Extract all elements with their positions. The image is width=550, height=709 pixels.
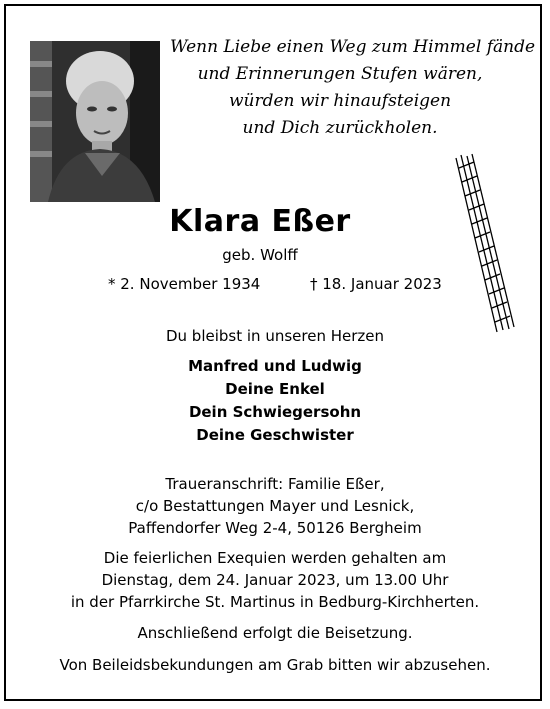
condolence-note: Von Beileidsbekundungen am Grab bitten wir abzusehen.	[59, 656, 491, 674]
birth-name: geb. Wolff	[222, 246, 298, 264]
poem-line: und Erinnerungen Stufen wären,	[197, 64, 483, 84]
mourners-intro: Du bleibst in unseren Herzen	[165, 327, 385, 345]
ladder-icon	[453, 152, 533, 337]
poem-line: und Dich zurückholen.	[242, 118, 438, 138]
burial-note: Anschließend erfolgt die Beisetzung.	[137, 624, 413, 642]
service-line: Dienstag, dem 24. Januar 2023, um 13.00 Uhr	[101, 571, 449, 589]
address-line: Paffendorfer Weg 2-4, 50126 Bergheim	[128, 519, 422, 537]
mourners-list	[20, 355, 530, 447]
portrait-photo	[30, 41, 160, 202]
poem	[170, 34, 536, 142]
poem-line: Wenn Liebe einen Weg zum Himmel fände	[170, 37, 536, 57]
service-info	[20, 547, 530, 613]
poem-line: würden wir hinaufsteigen	[228, 91, 452, 111]
birth-date: * 2. November 1934	[108, 275, 261, 293]
deceased-name: Klara Eßer	[169, 204, 351, 239]
address-line: Traueranschrift: Familie Eßer,	[165, 475, 385, 493]
mourning-address	[20, 473, 530, 539]
service-line: Die feierlichen Exequien werden gehalten am	[103, 549, 447, 567]
address-line: c/o Bestattungen Mayer und Lesnick,	[135, 497, 415, 515]
death-date: † 18. Januar 2023	[310, 275, 442, 293]
mourner: Manfred und Ludwig	[188, 357, 362, 375]
mourner: Deine Enkel	[225, 380, 325, 398]
mourner: Dein Schwiegersohn	[188, 403, 362, 421]
mourner: Deine Geschwister	[196, 426, 354, 444]
service-line: in der Pfarrkirche St. Martinus in Bedburg-Kirchherten.	[70, 593, 480, 611]
